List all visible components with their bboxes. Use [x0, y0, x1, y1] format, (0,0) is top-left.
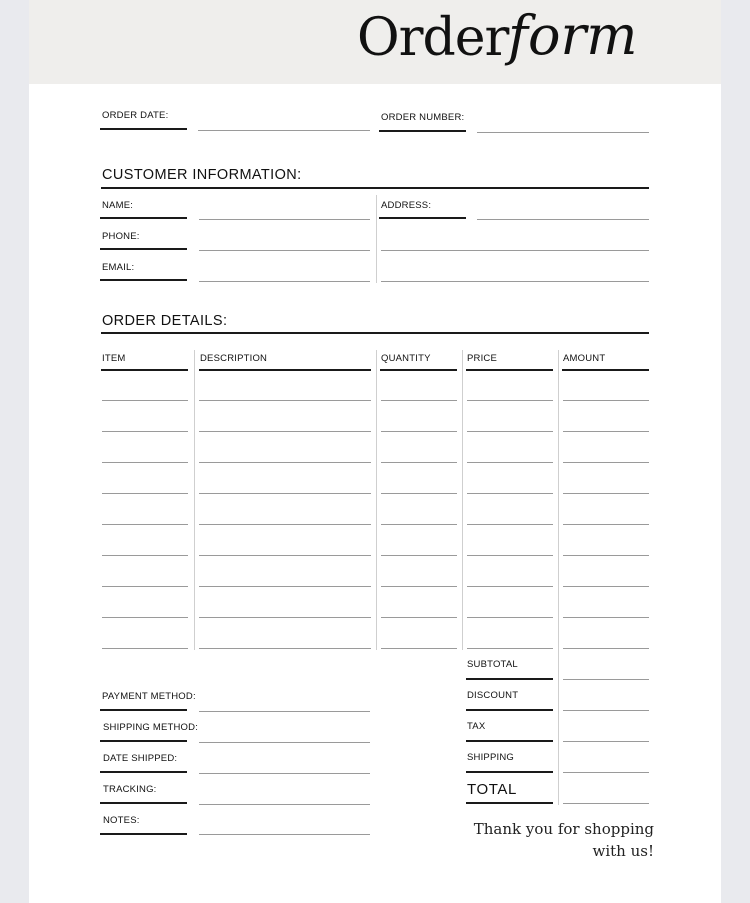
total-label: TOTAL — [467, 781, 517, 798]
order-row-8-quantity-field[interactable] — [381, 617, 457, 618]
column-header-amount: AMOUNT — [563, 353, 606, 364]
order-row-6-price-field[interactable] — [467, 555, 553, 556]
order-details-heading: ORDER DETAILS: — [102, 313, 228, 329]
order-row-6-quantity-field[interactable] — [381, 555, 457, 556]
order-row-1-description-field[interactable] — [199, 400, 371, 401]
discount-label-rule — [466, 709, 553, 711]
address-label: ADDRESS: — [381, 200, 432, 211]
tracking-field[interactable] — [199, 804, 370, 805]
order-row-4-item-field[interactable] — [102, 493, 188, 494]
date-shipped-field[interactable] — [199, 773, 370, 774]
order-number-label: ORDER NUMBER: — [381, 112, 465, 123]
subtotal-label-rule — [466, 678, 553, 680]
order-row-9-price-field[interactable] — [467, 648, 553, 649]
shipping-method-field[interactable] — [199, 742, 370, 743]
column-header-price: PRICE — [467, 353, 498, 364]
order-row-7-description-field[interactable] — [199, 586, 371, 587]
email-label: EMAIL: — [102, 262, 135, 273]
subtotal-field[interactable] — [563, 679, 649, 680]
order-row-5-amount-field[interactable] — [563, 524, 649, 525]
order-row-9-item-field[interactable] — [102, 648, 188, 649]
order-row-5-price-field[interactable] — [467, 524, 553, 525]
order-row-8-item-field[interactable] — [102, 617, 188, 618]
order-row-5-quantity-field[interactable] — [381, 524, 457, 525]
payment-method-label-rule — [100, 709, 187, 711]
shipping-method-label: SHIPPING METHOD: — [103, 722, 199, 733]
tax-label-rule — [466, 740, 553, 742]
title-order-word: Order — [357, 8, 509, 68]
shipping-field[interactable] — [563, 772, 649, 773]
customer-info-heading: CUSTOMER INFORMATION: — [102, 167, 302, 183]
order-row-5-item-field[interactable] — [102, 524, 188, 525]
order-row-8-description-field[interactable] — [199, 617, 371, 618]
order-row-4-price-field[interactable] — [467, 493, 553, 494]
order-row-9-description-field[interactable] — [199, 648, 371, 649]
notes-label-rule — [100, 833, 187, 835]
name-label: NAME: — [102, 200, 134, 211]
tracking-label-rule — [100, 802, 187, 804]
order-row-6-description-field[interactable] — [199, 555, 371, 556]
order-row-7-item-field[interactable] — [102, 586, 188, 587]
column-header-description: DESCRIPTION — [200, 353, 268, 364]
column-header-quantity: QUANTITY — [381, 353, 431, 364]
order-row-6-item-field[interactable] — [102, 555, 188, 556]
total-field[interactable] — [563, 803, 649, 804]
order-row-4-amount-field[interactable] — [563, 493, 649, 494]
discount-field[interactable] — [563, 710, 649, 711]
order-row-2-amount-field[interactable] — [563, 431, 649, 432]
order-row-7-amount-field[interactable] — [563, 586, 649, 587]
shipping-label-rule — [466, 771, 553, 773]
order-row-4-description-field[interactable] — [199, 493, 371, 494]
order-row-9-amount-field[interactable] — [563, 648, 649, 649]
order-row-1-item-field[interactable] — [102, 400, 188, 401]
order-date-label: ORDER DATE: — [102, 110, 169, 121]
order-row-2-quantity-field[interactable] — [381, 431, 457, 432]
order-row-3-item-field[interactable] — [102, 462, 188, 463]
shipping-method-label-rule — [100, 740, 187, 742]
tax-field[interactable] — [563, 741, 649, 742]
shipping-label: SHIPPING — [467, 752, 514, 763]
total-label-rule — [466, 802, 553, 804]
order-row-1-amount-field[interactable] — [563, 400, 649, 401]
order-row-8-price-field[interactable] — [467, 617, 553, 618]
subtotal-label: SUBTOTAL — [467, 659, 518, 670]
discount-label: DISCOUNT — [467, 690, 519, 701]
payment-method-label: PAYMENT METHOD: — [102, 691, 196, 702]
order-row-3-description-field[interactable] — [199, 462, 371, 463]
date-shipped-label: DATE SHIPPED: — [103, 753, 178, 764]
notes-label: NOTES: — [103, 815, 140, 826]
column-header-item: ITEM — [102, 353, 126, 364]
order-row-2-price-field[interactable] — [467, 431, 553, 432]
order-row-3-price-field[interactable] — [467, 462, 553, 463]
tax-label: TAX — [467, 721, 486, 732]
order-row-3-quantity-field[interactable] — [381, 462, 457, 463]
payment-method-field[interactable] — [199, 711, 370, 712]
thank-you-message: Thank you for shopping with us! — [473, 820, 654, 860]
title-form-word: form — [508, 4, 638, 67]
order-row-2-item-field[interactable] — [102, 431, 188, 432]
order-row-1-price-field[interactable] — [467, 400, 553, 401]
order-row-4-quantity-field[interactable] — [381, 493, 457, 494]
order-row-2-description-field[interactable] — [199, 431, 371, 432]
tracking-label: TRACKING: — [103, 784, 157, 795]
date-shipped-label-rule — [100, 771, 187, 773]
order-row-7-quantity-field[interactable] — [381, 586, 457, 587]
order-row-9-quantity-field[interactable] — [381, 648, 457, 649]
order-row-5-description-field[interactable] — [199, 524, 371, 525]
order-row-8-amount-field[interactable] — [563, 617, 649, 618]
order-row-6-amount-field[interactable] — [563, 555, 649, 556]
order-row-7-price-field[interactable] — [467, 586, 553, 587]
order-row-3-amount-field[interactable] — [563, 462, 649, 463]
phone-label: PHONE: — [102, 231, 140, 242]
notes-field[interactable] — [199, 834, 370, 835]
order-row-1-quantity-field[interactable] — [381, 400, 457, 401]
